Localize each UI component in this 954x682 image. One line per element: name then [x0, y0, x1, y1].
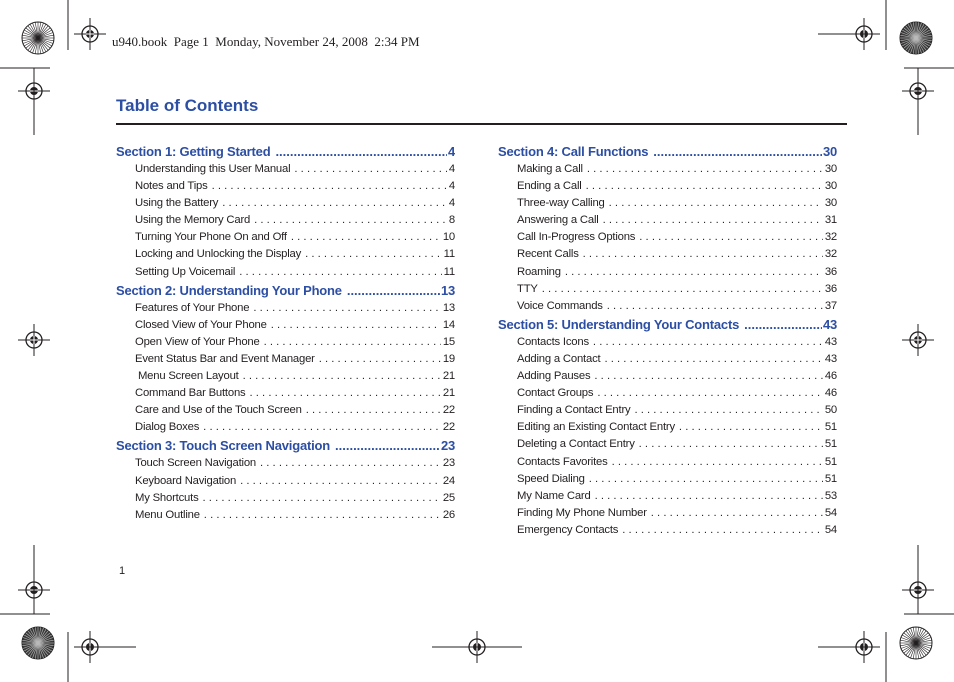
toc-entry[interactable] [116, 334, 455, 351]
dot-leader [608, 454, 823, 471]
dot-leader [236, 473, 441, 490]
dot-leader [260, 334, 441, 351]
entry-label: Turning Your Phone On and Off [135, 231, 287, 244]
toc-entry[interactable] [498, 281, 837, 298]
entry-label: Answering a Call [517, 214, 599, 227]
toc-entry[interactable] [498, 161, 837, 178]
dot-leader [648, 142, 822, 161]
entry-label: Deleting a Contact Entry [517, 438, 635, 451]
entry-page: 8 [448, 214, 455, 227]
entry-label: Recent Calls [517, 248, 579, 261]
entry-label: Setting Up Voicemail [135, 265, 236, 278]
dot-leader [245, 385, 440, 402]
entry-label: TTY [517, 282, 538, 295]
entry-label: Finding a Contact Entry [517, 404, 631, 417]
dot-leader [635, 229, 823, 246]
toc-entry[interactable] [498, 351, 837, 368]
dot-leader [538, 281, 823, 298]
entry-label: Menu Screen Layout [135, 370, 239, 383]
page-title: Table of Contents [116, 96, 259, 115]
entry-page: 25 [442, 491, 455, 504]
entry-label: Keyboard Navigation [135, 474, 237, 487]
entry-page: 22 [442, 421, 455, 434]
dot-leader [583, 161, 823, 178]
dot-leader [290, 161, 447, 178]
toc-entry[interactable] [116, 455, 455, 472]
entry-label: Event Status Bar and Event Manager [135, 352, 315, 365]
entry-page: 4 [448, 180, 455, 193]
entry-page: 11 [443, 248, 455, 261]
toc-right-column [498, 142, 837, 539]
dot-leader [199, 490, 441, 507]
toc-entry[interactable] [498, 229, 837, 246]
toc-entry[interactable] [498, 298, 837, 315]
toc-entry[interactable] [116, 402, 455, 419]
section-page: 13 [440, 282, 455, 298]
entry-page: 32 [824, 231, 837, 244]
toc-entry[interactable] [116, 161, 455, 178]
entry-label: Voice Commands [517, 299, 603, 312]
dot-leader [301, 246, 442, 263]
entry-page: 4 [448, 197, 455, 210]
dot-leader [270, 142, 447, 161]
entry-page: 15 [442, 335, 455, 348]
section-label: Section 2: Understanding Your Phone [116, 282, 342, 298]
entry-page: 51 [824, 472, 837, 485]
toc-entry[interactable] [498, 385, 837, 402]
dot-leader [235, 264, 441, 281]
entry-page: 24 [442, 474, 455, 487]
dot-leader [199, 419, 441, 436]
toc-entry[interactable] [498, 488, 837, 505]
toc-entry[interactable] [498, 212, 837, 229]
dot-leader [605, 195, 823, 212]
entry-label: Editing an Existing Contact Entry [517, 421, 675, 434]
entry-label: Three-way Calling [517, 197, 605, 210]
entry-page: 54 [824, 523, 837, 536]
entry-page: 19 [442, 352, 455, 365]
entry-page: 31 [824, 214, 837, 227]
entry-label: Dialog Boxes [135, 421, 200, 434]
section-page: 23 [440, 438, 455, 454]
entry-page: 4 [448, 163, 455, 175]
toc-entry[interactable] [498, 436, 837, 453]
starburst-icon [22, 22, 54, 54]
entry-page: 22 [442, 404, 455, 417]
starburst-icon [900, 627, 932, 659]
entry-label: Locking and Unlocking the Display [135, 248, 302, 261]
section-page: 4 [447, 144, 455, 159]
entry-label: Roaming [517, 265, 561, 278]
toc-entry[interactable] [116, 195, 455, 212]
entry-label: Contacts Favorites [517, 455, 608, 468]
toc-entry[interactable] [498, 264, 837, 281]
dot-leader [647, 505, 823, 522]
toc-entry[interactable] [116, 419, 455, 436]
entry-page: 51 [824, 455, 837, 468]
entry-page: 30 [824, 197, 837, 210]
toc-entry[interactable] [498, 419, 837, 436]
dot-leader [630, 402, 822, 419]
dot-leader [250, 212, 447, 229]
dot-leader [603, 298, 823, 315]
entry-page: 53 [824, 489, 837, 502]
entry-page: 11 [443, 265, 455, 278]
entry-label: Adding Pauses [517, 370, 591, 383]
toc-entry[interactable] [498, 334, 837, 351]
toc-section-heading[interactable] [116, 142, 455, 161]
toc-entry[interactable] [498, 195, 837, 212]
dot-leader [256, 455, 441, 472]
toc-entry[interactable] [116, 385, 455, 402]
toc-entry[interactable] [116, 212, 455, 229]
entry-page: 23 [442, 457, 455, 470]
toc-entry[interactable] [498, 454, 837, 471]
entry-label: Command Bar Buttons [135, 387, 246, 400]
section-page: 43 [822, 316, 837, 332]
entry-page: 30 [824, 180, 837, 193]
dot-leader [315, 351, 441, 368]
entry-label: Closed View of Your Phone [135, 318, 267, 331]
entry-page: 14 [442, 318, 455, 331]
dot-leader [342, 281, 440, 300]
dot-leader [599, 212, 823, 229]
entry-label: Speed Dialing [517, 472, 585, 485]
toc-entry[interactable] [498, 178, 837, 195]
toc-entry[interactable] [498, 505, 837, 522]
entry-page: 26 [442, 508, 455, 521]
dot-leader [582, 178, 823, 195]
entry-label: Finding My Phone Number [517, 506, 647, 519]
entry-page: 51 [824, 438, 837, 451]
dot-leader [675, 419, 823, 436]
toc-entry[interactable] [498, 402, 837, 419]
entry-page: 46 [824, 387, 837, 400]
dot-leader [593, 385, 823, 402]
toc-entry[interactable] [116, 300, 455, 317]
entry-label: Open View of Your Phone [135, 335, 260, 348]
entry-page: 51 [824, 421, 837, 434]
entry-page: 36 [824, 265, 837, 278]
toc-section-heading[interactable] [116, 281, 455, 300]
entry-label: Call In-Progress Options [517, 231, 636, 244]
toc-section-heading[interactable] [498, 315, 837, 334]
entry-page: 50 [824, 404, 837, 417]
toc-entry[interactable] [116, 246, 455, 263]
dot-leader [249, 300, 441, 317]
entry-label: Touch Screen Navigation [135, 457, 256, 470]
dot-leader [218, 195, 447, 212]
entry-page: 21 [442, 387, 455, 400]
dot-leader [600, 351, 822, 368]
entry-label: Contact Groups [517, 387, 594, 400]
page-number: 1 [119, 565, 126, 577]
entry-label: Understanding this User Manual [135, 163, 291, 175]
entry-label: Contacts Icons [517, 335, 589, 348]
toc-entry[interactable] [116, 507, 455, 524]
dot-leader [635, 436, 823, 453]
entry-label: Using the Battery [135, 197, 219, 210]
entry-label: Care and Use of the Touch Screen [135, 404, 302, 417]
entry-page: 13 [442, 301, 455, 314]
toc-entry[interactable] [498, 522, 837, 539]
dot-leader [591, 488, 823, 505]
entry-label: Menu Outline [135, 508, 200, 521]
dot-leader [302, 402, 441, 419]
dot-leader [561, 264, 823, 281]
toc-left-column [116, 142, 455, 524]
entry-page: 43 [824, 352, 837, 365]
toc-entry[interactable] [116, 490, 455, 507]
toc-entry[interactable] [498, 471, 837, 488]
toc-entry[interactable] [116, 178, 455, 195]
entry-page: 21 [442, 370, 455, 383]
dot-leader [589, 334, 823, 351]
entry-page: 36 [824, 282, 837, 295]
toc-entry[interactable] [116, 473, 455, 490]
entry-page: 30 [824, 163, 837, 175]
entry-label: Adding a Contact [517, 352, 601, 365]
dot-leader [579, 246, 823, 263]
section-label: Section 5: Understanding Your Contacts [498, 316, 740, 332]
section-label: Section 1: Getting Started [116, 144, 271, 159]
entry-label: Making a Call [517, 163, 583, 175]
dot-leader [200, 507, 441, 524]
book-header-line: u940.book Page 1 Monday, November 24, 2008 2:34 PM [112, 34, 420, 49]
dot-leader [618, 522, 823, 539]
toc-entry[interactable] [498, 246, 837, 263]
toc-entry[interactable] [116, 264, 455, 281]
entry-label: My Shortcuts [135, 491, 199, 504]
toc-entry[interactable] [116, 368, 455, 385]
toc-entry[interactable] [116, 229, 455, 246]
toc-entry[interactable] [116, 317, 455, 334]
color-bar-dark-icon [22, 627, 54, 659]
toc-section-heading[interactable] [498, 142, 837, 161]
entry-label: Ending a Call [517, 180, 582, 193]
dot-leader [739, 315, 822, 334]
dot-leader [287, 229, 441, 246]
entry-label: Notes and Tips [135, 180, 208, 193]
entry-page: 37 [824, 299, 837, 312]
toc-entry[interactable] [116, 351, 455, 368]
dot-leader [239, 368, 441, 385]
entry-label: My Name Card [517, 489, 591, 502]
entry-page: 43 [824, 335, 837, 348]
section-label: Section 4: Call Functions [498, 144, 649, 159]
entry-page: 46 [824, 370, 837, 383]
entry-page: 32 [824, 248, 837, 261]
toc-entry[interactable] [498, 368, 837, 385]
title-rule [116, 123, 847, 125]
toc-section-heading[interactable] [116, 436, 455, 455]
section-label: Section 3: Touch Screen Navigation [116, 438, 331, 454]
section-page: 30 [822, 144, 837, 159]
dot-leader [267, 317, 441, 334]
dot-leader [208, 178, 447, 195]
entry-page: 10 [442, 231, 455, 244]
dot-leader [590, 368, 822, 385]
entry-label: Emergency Contacts [517, 523, 619, 536]
entry-label: Using the Memory Card [135, 214, 251, 227]
dot-leader [330, 436, 440, 455]
entry-page: 54 [824, 506, 837, 519]
entry-label: Features of Your Phone [135, 301, 250, 314]
dot-leader [585, 471, 823, 488]
color-bar-dark-icon [900, 22, 932, 54]
